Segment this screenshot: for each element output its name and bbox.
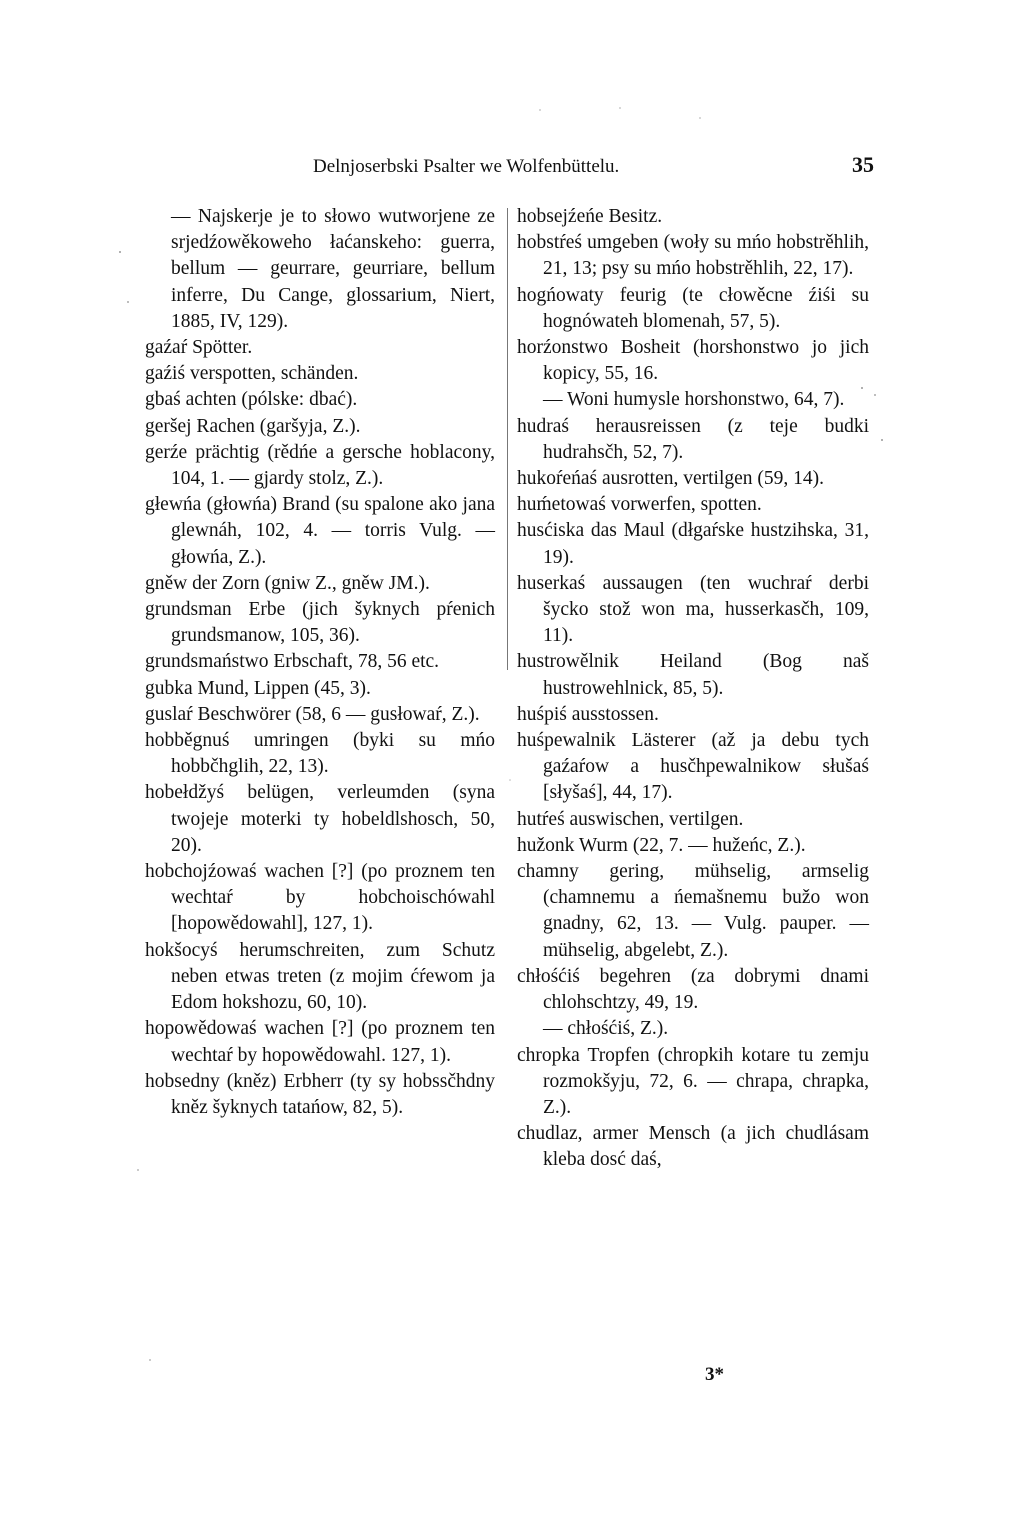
dictionary-entry: hobsejźeńe Besitz. bbox=[517, 206, 663, 227]
dictionary-entry: hobchojźowaś wachen [?] (po proznem ten wechtaŕ by hobchoischówahl [hopowědowahl], 127, 1). bbox=[145, 861, 495, 935]
dictionary-entry: grundsmaństwo Erbschaft, 78, 56 etc. bbox=[145, 651, 440, 673]
dictionary-entry-continuation: — chłośćiś, Z.). bbox=[543, 1018, 669, 1040]
dictionary-entry: — Najskerje je to słowo wutworjene ze srjedźowěkoweho łaćanskeho: guerra, bellum — geurrare, geurriare, bellum inferre, Du Cange, glossarium, Niert, 1885, IV, 129). bbox=[171, 206, 495, 332]
dictionary-entry: grundsman Erbe (jich šyknych pŕenich grundsmanow, 105, 36). bbox=[145, 599, 495, 647]
dictionary-entry: hustrowělnik Heiland (Bog naš hustrowehlnick, 85, 5). bbox=[517, 651, 869, 699]
dictionary-entry: hobběgnuś umringen (byki su mńo hobbčhglih, 22, 13). bbox=[145, 730, 495, 778]
dictionary-entry: chamny gering, mühselig, armselig (chamnemu a ńemašnemu bužo won gnadny, 62, 13. — Vulg. pauper. — mühselig, abgelebt, Z.). bbox=[517, 861, 869, 961]
dictionary-entry: gaźiś verspotten, schänden. bbox=[145, 363, 359, 385]
dictionary-entry: hudraś herausreissen (z teje budki hudrahsčh, 52, 7). bbox=[517, 415, 869, 463]
dictionary-entry: huḿetowaś vorwerfen, spotten. bbox=[517, 494, 762, 516]
dictionary-entry: chropka Tropfen (chropkih kotare tu zemju rozmokšyju, 72, 6. — chrapa, chrapka, Z.). bbox=[517, 1044, 869, 1118]
left-column bbox=[145, 204, 495, 1121]
dictionary-entry: hutŕeś auswischen, vertilgen. bbox=[517, 808, 744, 830]
dictionary-entry: gerźe prächtig (rědńe a gersche hoblacony, 104, 1. — gjardy stolz, Z.). bbox=[145, 441, 495, 490]
dictionary-entry: gaźaŕ Spötter. bbox=[145, 337, 253, 359]
dictionary-entry: geršej Rachen (garšyja, Z.). bbox=[145, 415, 361, 437]
dictionary-entry: gbaś achten (pólske: dbać). bbox=[145, 389, 358, 411]
dictionary-entry: horźonstwo Bosheit (horshonstwo jo jich kopicy, 55, 16. bbox=[517, 337, 869, 385]
right-column bbox=[517, 204, 869, 1174]
dictionary-entry: huśpiś ausstossen. bbox=[517, 703, 659, 725]
running-title: Delnjoserbski Psalter we Wolfenbüttelu. bbox=[313, 156, 620, 177]
dictionary-entry: hokšocyś herumschreiten, zum Schutz neben etwas treten (z mojim ćŕewom ja Edom hokshozu, 60, 10). bbox=[145, 939, 495, 1014]
dictionary-entry: hužonk Wurm (22, 7. — hužeńc, Z.). bbox=[517, 834, 806, 856]
dictionary-entry: huserkaś aussaugen (ten wuchraŕ derbi šycko stož won ma, husserkasčh, 109, 11). bbox=[517, 572, 869, 647]
dictionary-entry: gněw der Zorn (gniw Z., gněw JM.). bbox=[145, 572, 430, 594]
dictionary-entry: hobełdžyś belügen, verleumden (syna twojeje moterki ty hobeldlshosch, 50, 20). bbox=[145, 782, 495, 856]
dictionary-entry: chudlaz, armer Mensch (a jich chudlásam kleba dosć daś, bbox=[517, 1123, 869, 1171]
dictionary-entry: husćiska das Maul (dłgaŕske hustzihska, 31, 19). bbox=[517, 520, 869, 568]
dictionary-entry: głewńa (głowńa) Brand (su spalone ako jana glewnáh, 102, 4. — torris Vulg. — głowńa, Z.). bbox=[145, 494, 495, 568]
page-number: 35 bbox=[852, 152, 874, 177]
dictionary-entry: hopowědowaś wachen [?] (po proznem ten wechtaŕ by hopowědowahl. 127, 1). bbox=[145, 1018, 495, 1066]
dictionary-entry: hobstŕeś umgeben (woły su mńo hobstrěhlih, 21, 13; psy su mńo hobstrěhlih, 22, 17). bbox=[517, 232, 869, 280]
dictionary-entry: huśpewalnik Lästerer (až ja debu tych gaźaŕow a husčhpewalnikow słušaś [słyšaś], 44, 17). bbox=[517, 730, 869, 804]
dictionary-entry: gubka Mund, Lippen (45, 3). bbox=[145, 677, 371, 699]
dictionary-entry: hukoŕeńaś ausrotten, vertilgen (59, 14). bbox=[517, 468, 825, 490]
dictionary-entry-continuation: — Woni humysle horshonstwo, 64, 7). bbox=[543, 389, 845, 411]
dictionary-entry: hobsedny (kněz) Erbherr (ty sy hobssčhdny kněz šyknych tatańow, 82, 5). bbox=[145, 1070, 495, 1118]
dictionary-entry: hogńowaty feurig (te cłowěcne źiśi su hognówateh blomenah, 57, 5). bbox=[517, 284, 869, 332]
dictionary-entry: guslaŕ Beschwörer (58, 6 — gusłowaŕ, Z.). bbox=[145, 703, 480, 725]
dictionary-entry: chłośćiś begehren (za dobrymi dnami chlohschtzy, 49, 19. bbox=[517, 965, 869, 1014]
signature-mark: 3* bbox=[705, 1364, 724, 1385]
column-divider bbox=[507, 208, 508, 670]
